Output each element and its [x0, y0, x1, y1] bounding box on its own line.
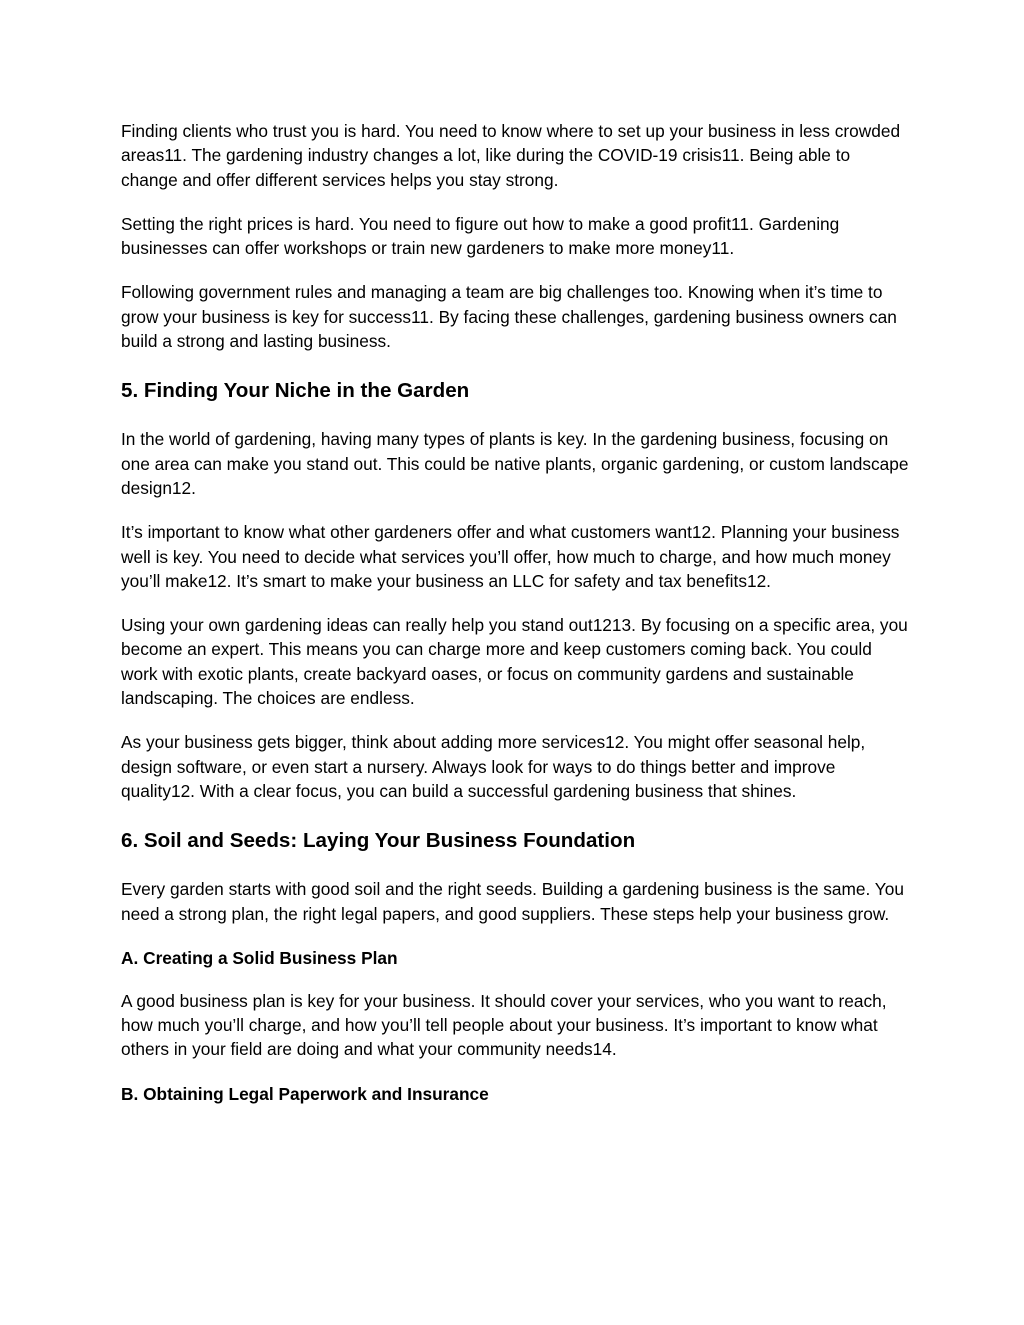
paragraph: It’s important to know what other gardeners offer and what customers want12. Planning your business well is key. You need to decide what services you’ll offer, how much to charge, and how much money you’ll make12. It’s smart to make your business an LLC for safety and tax benefits12. [121, 522, 900, 591]
section-heading-6: 6. Soil and Seeds: Laying Your Business Foundation [121, 829, 636, 853]
section-heading-5: 5. Finding Your Niche in the Garden [121, 379, 470, 403]
paragraph: Finding clients who trust you is hard. You need to know where to set up your business in less crowded areas11. The gardening industry changes a lot, like during the COVID-19 crisis11. Being able to change and offer different services helps you stay strong. [121, 121, 901, 190]
subheading-a: A. Creating a Solid Business Plan [121, 947, 398, 968]
paragraph: Using your own gardening ideas can really help you stand out1213. By focusing on a specific area, you become an expert. This means you can charge more and keep customers coming back. You could work with exotic plants, create backyard oases, or focus on community gardens and sustainable landscaping. The choices are endless. [121, 615, 908, 709]
document-page [121, 119, 911, 1106]
subheading-b: B. Obtaining Legal Paperwork and Insurance [121, 1083, 489, 1104]
paragraph: A good business plan is key for your business. It should cover your services, who you want to reach, how much you’ll charge, and how you’ll tell people about your business. It’s important to know what others in your field are doing and what your community needs14. [121, 990, 887, 1060]
paragraph: Every garden starts with good soil and the right seeds. Building a gardening business is the same. You need a strong plan, the right legal papers, and good suppliers. These steps help your business grow. [121, 879, 904, 924]
paragraph: In the world of gardening, having many types of plants is key. In the gardening business, focusing on one area can make you stand out. This could be native plants, organic gardening, or custom landscape design12. [121, 429, 909, 498]
paragraph: As your business gets bigger, think about adding more services12. You might offer seasonal help, design software, or even start a nursery. Always look for ways to do things better and improve quality12. With a clear focus, you can build a successful gardening business that shines. [121, 732, 866, 801]
paragraph: Following government rules and managing a team are big challenges too. Knowing when it’s time to grow your business is key for success11. By facing these challenges, gardening business owners can build a strong and lasting business. [121, 282, 897, 352]
paragraph: Setting the right prices is hard. You need to figure out how to make a good profit11. Gardening businesses can offer workshops or train new gardeners to make more money11. [121, 213, 840, 259]
